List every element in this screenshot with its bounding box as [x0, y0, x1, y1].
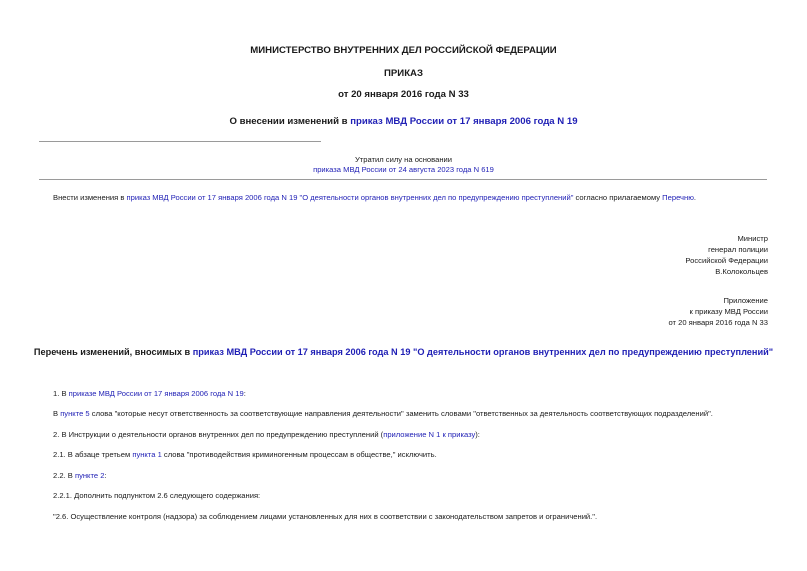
signature-line2: генерал полиции — [708, 245, 768, 254]
intro-suffix: . — [693, 193, 697, 202]
appendix-line3: от 20 января 2016 года N 33 — [668, 318, 768, 327]
status-note-line1: Утратил силу на основании — [354, 155, 453, 164]
intro-order-link[interactable]: приказ МВД России от 17 января 2006 года N 19 "О деятельности органов внутренних дел по предупреждению преступлений" — [126, 193, 574, 202]
list-item-2 — [53, 409, 713, 418]
list-item-5 — [53, 471, 107, 480]
doc-date-number: от 20 января 2016 года N 33 — [338, 89, 469, 100]
item3-prefix: 2. В Инструкции о деятельности органов внутренних дел по предупреждению преступлений ( — [53, 430, 384, 439]
intro-middle: согласно прилагаемому — [573, 193, 663, 202]
signature-line4: В.Колокольцев — [715, 267, 768, 276]
signature-line1: Министр — [737, 234, 768, 243]
list-item-1 — [53, 389, 246, 398]
list-item-7: "2.6. Осуществление контроля (надзора) за соблюдением лицами установленных для них в соответствии с законодательством запретов и ограничений.". — [53, 512, 598, 521]
item4-prefix: 2.1. В абзаце третьем — [53, 450, 133, 459]
status-note-link[interactable]: приказа МВД России от 24 августа 2023 года N 619 — [313, 165, 494, 174]
item2-link[interactable]: пункте 5 — [60, 409, 90, 418]
list-item-4 — [53, 450, 437, 459]
appendix-line2: к приказу МВД России — [689, 307, 768, 316]
list-title-prefix: Перечень изменений, вносимых в — [33, 347, 193, 357]
doc-title — [0, 116, 807, 127]
item4-link[interactable]: пункта 1 — [132, 450, 162, 459]
intro-list-link[interactable]: Перечню — [662, 193, 694, 202]
item3-suffix: ): — [475, 430, 480, 439]
signature-line3: Российской Федерации — [685, 256, 768, 265]
doc-title-link[interactable]: приказ МВД России от 17 января 2006 года N 19 — [350, 116, 578, 127]
item5-prefix: 2.2. В — [53, 471, 75, 480]
item1-link[interactable]: приказе МВД России от 17 января 2006 года N 19 — [68, 389, 244, 398]
item1-prefix: 1. В — [53, 389, 69, 398]
signature-block — [685, 233, 768, 277]
list-title-link[interactable]: приказ МВД России от 17 января 2006 года N 19 "О деятельности органов внутренних дел по предупреждению преступлений" — [192, 347, 774, 357]
intro-paragraph — [53, 193, 696, 202]
item2-prefix: В — [53, 409, 61, 418]
item2-suffix: слова "которые несут ответственность за соответствующие направления деятельности" заменить словами "ответственных за деятельность соответствующих подразделений". — [89, 409, 713, 418]
list-item-6: 2.2.1. Дополнить подпунктом 2.6 следующего содержания: — [53, 491, 261, 500]
item1-suffix: : — [243, 389, 246, 398]
item5-suffix: : — [104, 471, 107, 480]
list-title — [0, 347, 807, 357]
list-item-3 — [53, 430, 480, 439]
appendix-line1: Приложение — [723, 296, 768, 305]
intro-prefix: Внести изменения в — [53, 193, 127, 202]
divider-bottom — [39, 179, 767, 180]
ministry-heading: МИНИСТЕРСТВО ВНУТРЕННИХ ДЕЛ РОССИЙСКОЙ ФЕДЕРАЦИИ — [250, 45, 557, 56]
divider-top — [39, 141, 321, 142]
item3-link[interactable]: приложение N 1 к приказу — [383, 430, 476, 439]
doc-title-prefix: О внесении изменений в — [229, 116, 351, 127]
item5-link[interactable]: пункте 2 — [74, 471, 105, 480]
appendix-note — [668, 295, 768, 328]
item4-suffix: слова "противодействия криминогенным процессам в обществе," исключить. — [161, 450, 437, 459]
doc-type-heading: ПРИКАЗ — [384, 68, 423, 79]
